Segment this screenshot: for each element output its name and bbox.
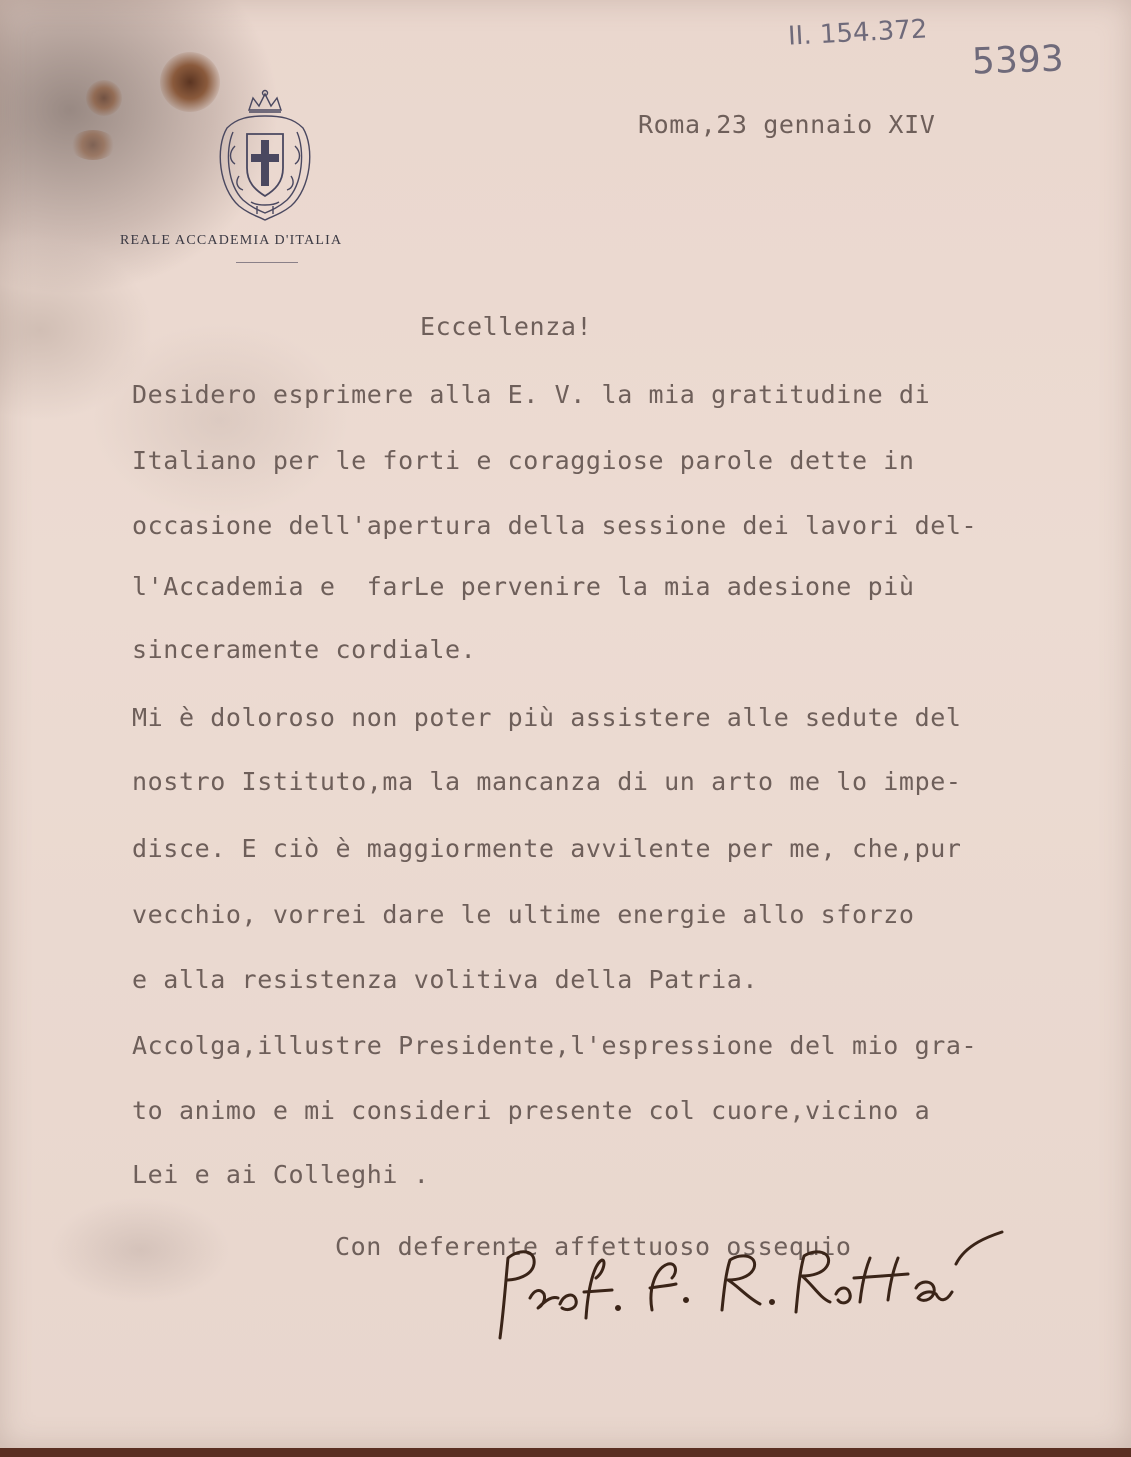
archive-inventory-mark: II. 154.372 (787, 14, 929, 52)
body-line: Lei e ai Colleghi . (132, 1160, 430, 1189)
handwritten-signature (490, 1228, 1010, 1348)
body-line: Desidero esprimere alla E. V. la mia gratitudine di (132, 380, 931, 409)
body-line: l'Accademia e farLe pervenire la mia adesione più (132, 572, 915, 601)
body-line: occasione dell'apertura della sessione dei lavori del- (132, 511, 978, 540)
body-line: Accolga,illustre Presidente,l'espressione del mio gra- (132, 1031, 978, 1060)
savoy-crest-icon (205, 88, 325, 228)
body-line: nostro Istituto,ma la mancanza di un arto me lo impe- (132, 767, 962, 796)
burn-mark (70, 130, 116, 160)
body-line: vecchio, vorrei dare le ultime energie allo sforzo (132, 900, 915, 929)
scan-border (0, 1448, 1131, 1457)
archive-number-mark: 5393 (971, 38, 1065, 83)
body-line: Italiano per le forti e coraggiose parole dette in (132, 446, 915, 475)
salutation: Eccellenza! (420, 312, 593, 341)
closing-line: Con deferente affettuoso ossequio (335, 1232, 852, 1261)
body-line: sinceramente cordiale. (132, 635, 477, 664)
burn-mark (86, 80, 122, 116)
body-line: e alla resistenza volitiva della Patria. (132, 965, 759, 994)
date-line: Roma,23 gennaio XIV (638, 110, 936, 139)
body-line: disce. E ciò è maggiormente avvilente per me, che,pur (132, 834, 962, 863)
body-line: Mi è doloroso non poter più assistere alle sedute del (132, 703, 962, 732)
letterhead-title: REALE ACCADEMIA D'ITALIA (120, 233, 343, 248)
letterhead-divider (236, 262, 298, 263)
body-line: to animo e mi consideri presente col cuore,vicino a (132, 1096, 931, 1125)
